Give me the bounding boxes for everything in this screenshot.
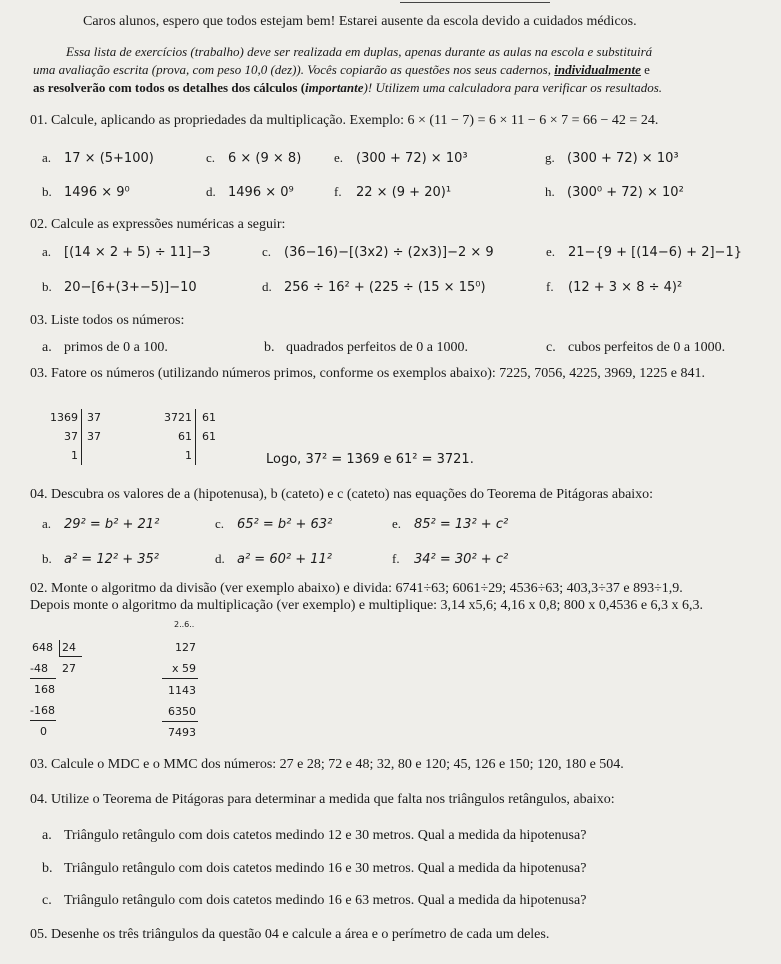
q04a-item-d: d. a² = 60² + 11²: [215, 551, 332, 567]
q04a-item-e: e. 85² = 13² + c²: [392, 516, 509, 532]
division-dividend: 648: [32, 641, 53, 654]
factorization-conclusion: Logo, 37² = 1369 e 61² = 3721.: [266, 452, 474, 467]
intro-line-3c: e: [640, 62, 650, 77]
q02b-line-2: Depois monte o algoritmo da multiplicação (ver exemplo) e multiplique: 3,14 x5,6; 4,16 x 0,8; 800 x 0,4536 e 6,3 x 6,3.: [30, 598, 704, 613]
q01-item-c: c. 6 × (9 × 8): [206, 150, 302, 166]
division-sub-1: -48: [30, 662, 48, 675]
intro-line-4c: )! Utilizem uma calculadora para verificar os resultados.: [363, 80, 663, 95]
worksheet-page: Caros alunos, espero que todos estejam bem! Estarei ausente da escola devido a cuidados médicos. Essa lista de exercícios (trabalho) deve ser realizada em duplas, apenas durante as aulas na escola e substituirá uma avaliação escrita (prova, com peso 10,0 (dez)). Vocês copiarão as questões nos seus cadernos, individualmente e as resolverão com todos os detalhes dos cálculos (importante)! Utilizem uma calculadora para verificar os resultados. 01. Calcule, aplicando as propriedades da multiplicação. Exemplo: 6 × (11 − 7) = 6 × 11 − 6 × 7 = 66 − 42 = 24. a. 17 × (5+100) c. 6 × (9 × 8) e. (300 + 72) × 10³ g. (300 + 72) × 10³ b. 1496 × 9⁰ d. 1496 × 0⁹ f. 22 × (9 + 20)¹ h. (300⁰ + 72) × 10² 02. Calcule as expressões numéricas a seguir: a. [(14 × 2 + 5) ÷ 11]−3 c. (36−16)−[(3x2) ÷ (2x3)]−2 × 9 e. 21−{9 + [(14−6) + 2]−1} b. 20−[6+(3+−5)]−10 d. 256 ÷ 16² + (225 ÷ (15 × 15⁰) f. (12 + 3 × 8 ÷ 4)² 03. Liste todos os números: a. primos de 0 a 100. b. quadrados perfeitos de 0 a 1000. c. cubos perfeitos de 0 a 1000. 03. Fatore os números (utilizando números primos, conforme os exemplos abaixo): 7225, 7056, 4225, 3969, 1225 e 841. 1369 37 1 37 37 3721 61 1 61 61 Logo, 37² = 1369 e 61² = 3721. 04. Descubra os valores de a (hipotenusa), b (cateto) e c (cateto) nas equações do Teorema de Pitágoras abaixo: a. 29² = b² + 21² c. 65² = b² + 63² e. 85² = 13² + c² b. a² = 12² + 35² d. a² = 60² + 11² f. 34² = 30² + c² 02. Monte o algoritmo da divisão (ver exemplo abaixo) e divida: 6741÷63; 6061÷29; 4536÷63; 403,3÷37 e 893÷1,9. Depois monte o algoritmo da multiplicação (ver exemplo) e multiplique: 3,14 x5,6; 4,16 x 0,8; 800 x 0,4536 e 6,3 x 6,3. 648 24 -48 27 168 -168 0 2..6.. 127 x 59 1143 6350 7493 03. Calcule o MDC e o MMC dos números: 27 e 28; 72 e 48; 32, 80 e 120; 45, 126 e 150; 120, 180 e 504. 04. Utilize o Teorema de Pitágoras para determinar a medida que falta nos triângulos retângulos, abaixo: a. Triângulo retângulo com dois catetos medindo 12 e 30 metros. Qual a medida da hipotenusa? b. Triângulo retângulo com dois catetos medindo 16 e 30 metros. Qual a medida da hipotenusa? c. Triângulo retângulo com dois catetos medindo 16 e 63 metros. Qual a medida da hipotenusa? 05. Desenhe os três triângulos da questão 04 e calcule a área e o perímetro de cada um deles.: [0, 0, 781, 964]
division-sub-2: -168: [30, 704, 55, 717]
q01-item-b: b. 1496 × 9⁰: [42, 184, 130, 200]
q02a-item-f: f. (12 + 3 × 8 ÷ 4)²: [546, 279, 683, 295]
q01-item-f: f. 22 × (9 + 20)¹: [334, 184, 452, 200]
q02a-item-b: b. 20−[6+(3+−5)]−10: [42, 279, 197, 295]
q02a-item-a: a. [(14 × 2 + 5) ÷ 11]−3: [42, 244, 211, 260]
q01-item-h: h. (300⁰ + 72) × 10²: [545, 184, 684, 200]
q01-item-d: d. 1496 × 0⁹: [206, 184, 294, 200]
multiplication-partial-1: 1143: [168, 684, 196, 697]
multiplication-partial-2: 6350: [168, 705, 196, 718]
q03a-title: 03. Liste todos os números:: [30, 313, 185, 328]
intro-line-2: Essa lista de exercícios (trabalho) deve ser realizada em duplas, apenas durante as aulas na escola e substituirá: [66, 44, 653, 59]
q03c-title: 03. Calcule o MDC e o MMC dos números: 27 e 28; 72 e 48; 32, 80 e 120; 45, 126 e 150; 120, 180 e 504.: [30, 757, 624, 772]
q04a-item-b: b. a² = 12² + 35²: [42, 551, 159, 567]
q03a-item-a: a. primos de 0 a 100.: [42, 340, 168, 355]
q02a-item-d: d. 256 ÷ 16² + (225 ÷ (15 × 15⁰): [262, 279, 486, 295]
q01-item-a: a. 17 × (5+100): [42, 150, 154, 166]
intro-emphasis-individual: individualmente: [554, 62, 641, 77]
q04a-item-f: f. 34² = 30² + c²: [392, 551, 509, 567]
intro-line-1: Caros alunos, espero que todos estejam bem! Estarei ausente da escola devido a cuidados médicos.: [83, 14, 637, 29]
top-divider: [400, 2, 550, 3]
q01-item-e: e. (300 + 72) × 10³: [334, 150, 468, 166]
q03a-item-b: b. quadrados perfeitos de 0 a 1000.: [264, 340, 468, 355]
intro-line-4: [33, 80, 662, 96]
intro-emphasis-important: importante: [305, 80, 364, 95]
q04b-item-b: b. Triângulo retângulo com dois catetos medindo 16 e 30 metros. Qual a medida da hipotenusa?: [42, 861, 587, 876]
intro-line-3a: uma avaliação escrita (prova, com peso 10,0 (dez)). Vocês copiarão as questões nos seus cadernos,: [33, 62, 555, 77]
division-divisor: 24: [62, 641, 76, 654]
q03a-item-c: c. cubos perfeitos de 0 a 1000.: [546, 340, 726, 355]
q04a-item-c: c. 65² = b² + 63²: [215, 516, 333, 532]
q03b-title: 03. Fatore os números (utilizando números primos, conforme os exemplos abaixo): 7225, 7056, 4225, 3969, 1225 e 841.: [30, 366, 706, 381]
q01-title: 01. Calcule, aplicando as propriedades da multiplicação. Exemplo: 6 × (11 − 7) = 6 × 11 − 6 × 7 = 66 − 42 = 24.: [30, 113, 659, 128]
q05-title: 05. Desenhe os três triângulos da questão 04 e calcule a área e o perímetro de cada um deles.: [30, 927, 550, 942]
q04b-item-c: c. Triângulo retângulo com dois catetos medindo 16 e 63 metros. Qual a medida da hipotenusa?: [42, 893, 587, 908]
q02a-title: 02. Calcule as expressões numéricas a seguir:: [30, 217, 286, 232]
q02a-item-c: c. (36−16)−[(3x2) ÷ (2x3)]−2 × 9: [262, 244, 494, 260]
division-remainder-1: 168: [34, 683, 55, 696]
q04b-item-a: a. Triângulo retângulo com dois catetos medindo 12 e 30 metros. Qual a medida da hipotenusa?: [42, 828, 587, 843]
division-quotient: 27: [62, 662, 76, 675]
q02b-line-1: 02. Monte o algoritmo da divisão (ver exemplo abaixo) e divida: 6741÷63; 6061÷29; 4536÷63; 403,3÷37 e 893÷1,9.: [30, 581, 683, 596]
q01-item-g: g. (300 + 72) × 10³: [545, 150, 679, 166]
intro-line-4a: as resolverão com todos os detalhes dos cálculos (: [33, 80, 306, 95]
q04b-title: 04. Utilize o Teorema de Pitágoras para determinar a medida que falta nos triângulos retângulos, abaixo:: [30, 792, 615, 807]
q02a-item-e: e. 21−{9 + [(14−6) + 2]−1}: [546, 244, 742, 260]
q04a-item-a: a. 29² = b² + 21²: [42, 516, 160, 532]
intro-line-3: [33, 62, 650, 78]
q04a-title: 04. Descubra os valores de a (hipotenusa), b (cateto) e c (cateto) nas equações do Teorema de Pitágoras abaixo:: [30, 487, 654, 502]
division-remainder-2: 0: [40, 725, 47, 738]
multiplication-factor-a: 127: [175, 641, 196, 654]
multiplication-result: 7493: [168, 726, 196, 739]
multiplication-factor-b: x 59: [171, 662, 196, 675]
multiplication-carry: 2..6..: [174, 620, 195, 629]
